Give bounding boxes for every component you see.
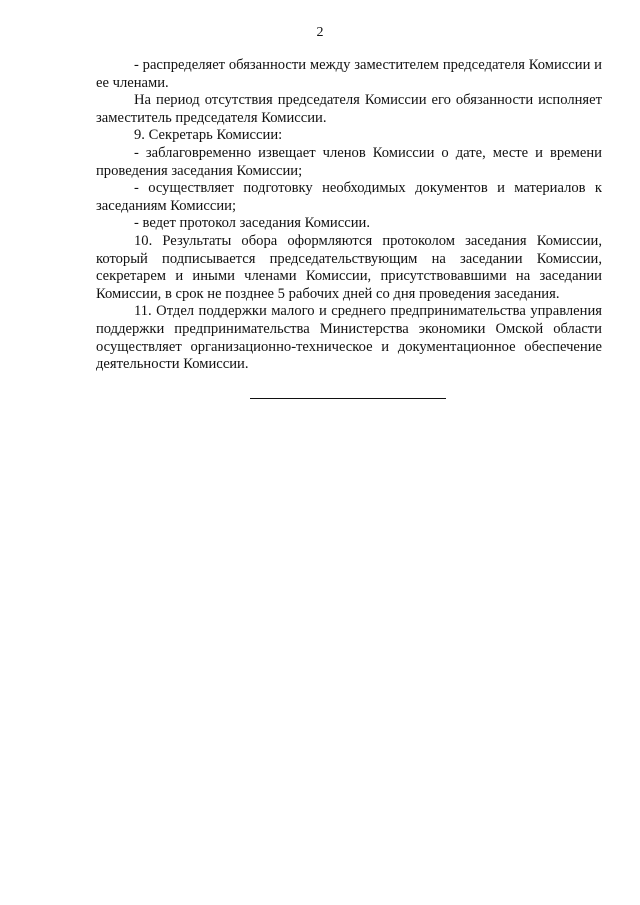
paragraph-duties-distribution: - распределяет обязанности между заместителем председателя Комиссии и ее членами. bbox=[96, 57, 602, 91]
paragraph-department-support: 11. Отдел поддержки малого и среднего предпринимательства управления поддержки предпринимательства Министерства экономики Омской области осуществляет организационно-техническое и документационное обеспечение деятельности Комиссии. bbox=[96, 303, 602, 373]
paragraph-secretary-minutes: - ведет протокол заседания Комиссии. bbox=[134, 215, 370, 232]
paragraph-secretary-notifies: - заблаговременно извещает членов Комиссии о дате, месте и времени проведения заседания Комиссии; bbox=[96, 144, 602, 179]
end-of-document-rule bbox=[250, 398, 446, 399]
paragraph-chair-absence: На период отсутствия председателя Комиссии его обязанности исполняет заместитель председателя Комиссии. bbox=[96, 92, 602, 126]
document-body bbox=[96, 57, 602, 374]
paragraph-secretary-prepares: - осуществляет подготовку необходимых документов и материалов к заседаниям Комиссии; bbox=[96, 180, 602, 214]
paragraph-secretary-heading: 9. Секретарь Комиссии: bbox=[134, 127, 283, 144]
page-number: 2 bbox=[316, 25, 324, 40]
paragraph-results-protocol: 10. Результаты обора оформляются протоколом заседания Комиссии, который подписывается председательствующим на заседании Комиссии, секретарем и иными членами Комиссии, присутствовавшими на заседании Комиссии, в срок не позднее 5 рабочих дней со дня проведения заседания. bbox=[96, 232, 602, 302]
